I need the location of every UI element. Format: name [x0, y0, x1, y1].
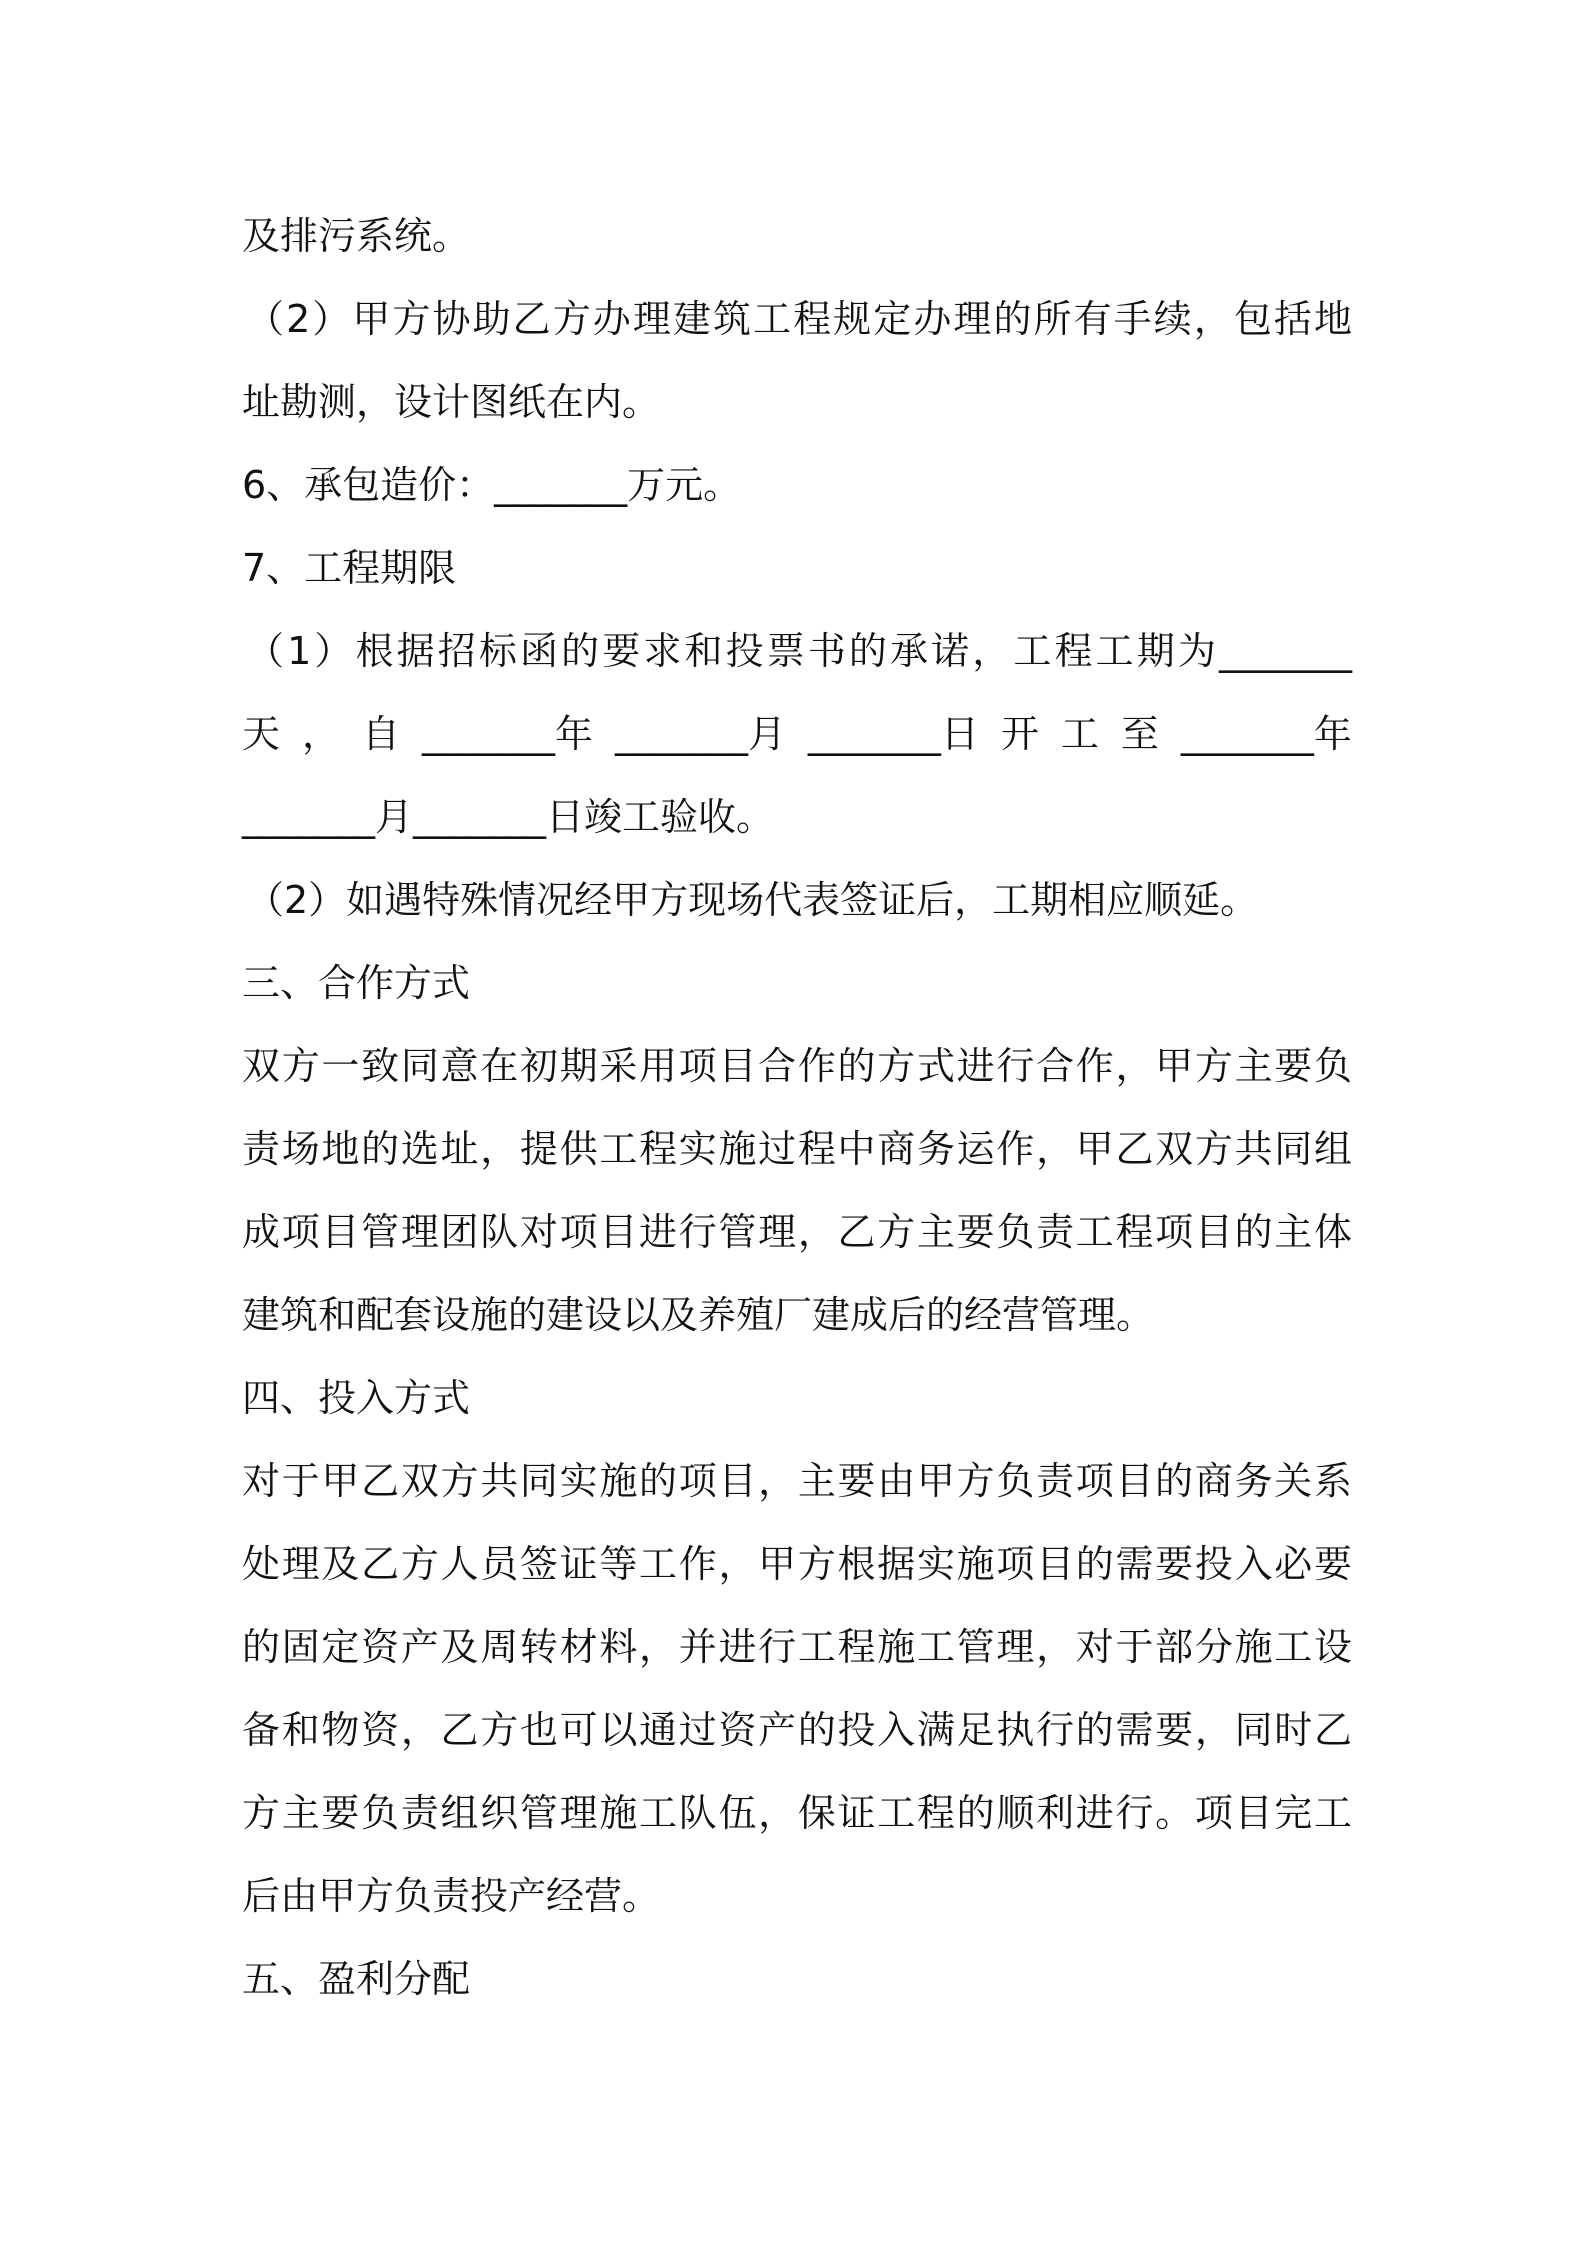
spread-token: _______年 — [1180, 712, 1352, 756]
text-line: 处理及乙方人员签证等工作，甲方根据实施项目的需要投入必要 — [242, 1542, 1352, 1586]
text-line: _______月_______日竣工验收。 — [242, 795, 775, 839]
spread-token: 开 — [1000, 712, 1039, 756]
text-line: 方主要负责组织管理施工队伍，保证工程的顺利进行。项目完工 — [242, 1791, 1352, 1835]
spread-token: 至 — [1120, 712, 1159, 756]
section-heading-cooperation: 三、合作方式 — [242, 961, 471, 1005]
clause-item-1-duration: （1）根据招标函的要求和投票书的承诺，工程工期为_______ — [246, 629, 1352, 673]
text-line: 址勘测，设计图纸在内。 — [242, 380, 661, 424]
spread-token: 自 — [361, 712, 400, 756]
text-line: 及排污系统。 — [242, 214, 471, 258]
date-range-line — [242, 693, 1352, 776]
text-line: 成项目管理团队对项目进行管理，乙方主要负责工程项目的主体 — [242, 1210, 1352, 1254]
spread-token: _______日 — [807, 712, 979, 756]
contract-price-line: 6、承包造价：_______万元。 — [242, 463, 742, 507]
document-body — [242, 195, 1352, 2021]
text-line: 的固定资产及周转材料，并进行工程施工管理，对于部分施工设 — [242, 1625, 1352, 1669]
spread-token: 天 — [242, 712, 281, 756]
text-line: 建筑和配套设施的建设以及养殖厂建成后的经营管理。 — [242, 1293, 1155, 1337]
clause-item-2-extension: （2）如遇特殊情况经甲方现场代表签证后，工期相应顺延。 — [246, 878, 1259, 922]
text-line: 双方一致同意在初期采用项目合作的方式进行合作，甲方主要负 — [242, 1044, 1352, 1088]
spread-token: _______月 — [614, 712, 786, 756]
spread-token: 工 — [1060, 712, 1099, 756]
section-heading-investment: 四、投入方式 — [242, 1376, 471, 1420]
text-line: 后由甲方负责投产经营。 — [242, 1874, 661, 1918]
text-line: 备和物资，乙方也可以通过资产的投入满足执行的需要，同时乙 — [242, 1708, 1352, 1752]
clause-item-2-assist: （2）甲方协助乙方办理建筑工程规定办理的所有手续，包括地 — [246, 297, 1352, 341]
spread-token: ， — [301, 712, 340, 756]
text-line: 责场地的选址，提供工程实施过程中商务运作，甲乙双方共同组 — [242, 1127, 1352, 1171]
section-heading-duration: 7、工程期限 — [242, 546, 457, 590]
section-heading-profit: 五、盈利分配 — [242, 1957, 471, 2001]
date-range-spread — [242, 693, 1352, 776]
spread-token: _______年 — [421, 712, 593, 756]
text-line: 对于甲乙双方共同实施的项目，主要由甲方负责项目的商务关系 — [242, 1459, 1352, 1503]
